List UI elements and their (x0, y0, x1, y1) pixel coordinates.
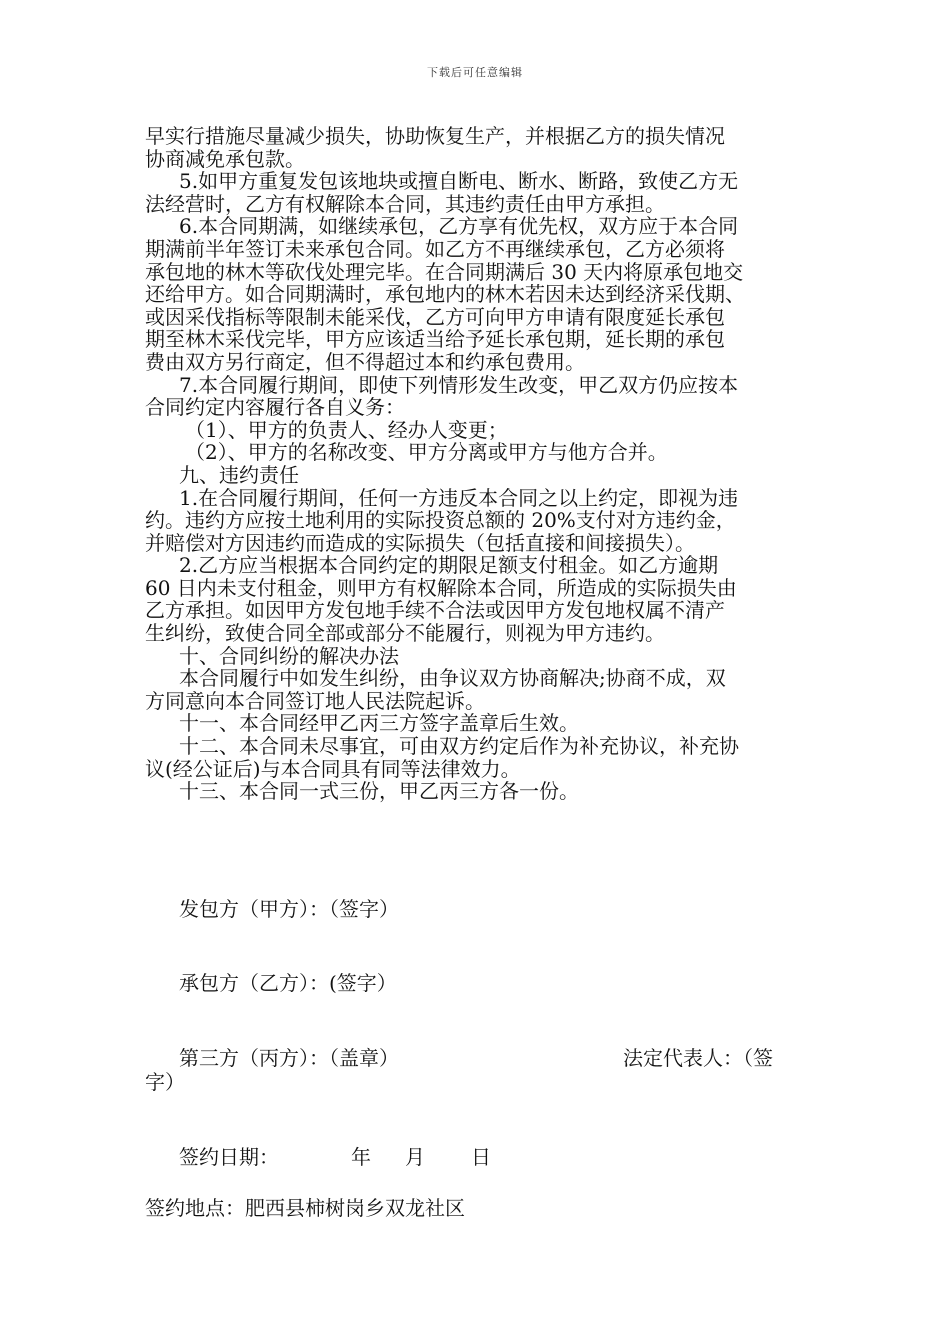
day-label: 日 (471, 1145, 491, 1169)
party-c-label: 第三方（丙方）：（盖章） (179, 1046, 399, 1070)
month-label: 月 (405, 1145, 425, 1169)
signing-date (145, 1145, 815, 1169)
contract-line: 承包地的林木等砍伐处理完毕。在合同期满后 30 天内将原承包地交 (145, 259, 744, 284)
contract-line: 早实行措施尽量减少损失，协助恢复生产，并根据乙方的损失情况 (145, 124, 725, 148)
party-a-signature (145, 897, 815, 921)
contract-line: 期满前半年签订未来承包合同。如乙方不再继续承包，乙方必须将 (145, 236, 725, 261)
legal-representative-continued: 字） (145, 1070, 185, 1094)
year-label: 年 (351, 1145, 371, 1169)
contract-line: 本合同履行中如发生纠纷，由争议双方协商解决;协商不成，双 (179, 666, 726, 691)
contract-line: 约。违约方应按土地利用的实际投资总额的 20%支付对方违约金， (145, 508, 736, 533)
contract-line: 或因采伐指标等限制未能采伐，乙方可向甲方申请有限度延长承包 (145, 304, 725, 329)
page-header: 下载后可任意编辑 (427, 66, 523, 79)
contract-line: 协商减免承包款。 (145, 146, 305, 171)
party-c-signature (145, 1046, 815, 1096)
contract-line: 7.本合同履行期间，即使下列情形发生改变，甲乙双方仍应按本 (179, 372, 739, 397)
contract-line: 期至林木采伐完毕，甲方应该适当给予延长承包期，延长期的承包 (145, 327, 725, 352)
party-a-label: 发包方（甲方）：（签字） (179, 897, 399, 921)
contract-line: （2）、甲方的名称改变、甲方分离或甲方与他方合并。 (185, 440, 668, 465)
signing-place: 签约地点：肥西县柿树岗乡双龙社区 (145, 1196, 465, 1220)
party-b-label: 承包方（乙方）：(签字） (179, 971, 397, 995)
contract-line: （1）、甲方的负责人、经办人变更； (185, 417, 508, 442)
contract-line: 方同意向本合同签订地人民法院起诉。 (145, 688, 485, 713)
signing-date-label: 签约日期： (179, 1145, 279, 1169)
contract-body (145, 125, 815, 803)
contract-line: 九、违约责任 (179, 462, 299, 487)
contract-line: 还给甲方。如合同期满时，承包地内的林木若因未达到经济采伐期、 (145, 282, 745, 307)
contract-line: 费由双方另行商定，但不得超过本和约承包费用。 (145, 349, 585, 374)
contract-line: 议(经公证后)与本合同具有同等法律效力。 (145, 756, 521, 781)
contract-line: 乙方承担。如因甲方发包地手续不合法或因甲方发包地权属不清产 (145, 598, 725, 623)
contract-line: 十三、本合同一式三份，甲乙丙三方各一份。 (179, 779, 579, 804)
contract-line: 2.乙方应当根据本合同约定的期限足额支付租金。如乙方逾期 (179, 553, 719, 578)
contract-line: 法经营时，乙方有权解除本合同，其违约责任由甲方承担。 (145, 191, 665, 216)
contract-line: 5.如甲方重复发包该地块或擅自断电、断水、断路，致使乙方无 (179, 169, 739, 194)
contract-line: 6.本合同期满，如继续承包，乙方享有优先权，双方应于本合同 (179, 214, 739, 239)
contract-line: 十、合同纠纷的解决办法 (179, 643, 399, 668)
legal-representative-label: 法定代表人：（签 (623, 1046, 773, 1070)
contract-line: 十二、本合同未尽事宜，可由双方约定后作为补充协议，补充协 (179, 734, 739, 759)
contract-line: 1.在合同履行期间，任何一方违反本合同之以上约定，即视为违 (179, 485, 739, 510)
contract-line: 合同约定内容履行各自义务： (145, 395, 405, 420)
party-b-signature (145, 971, 815, 995)
contract-line: 生纠纷，致使合同全部或部分不能履行，则视为甲方违约。 (145, 621, 665, 646)
contract-line: 十一、本合同经甲乙丙三方签字盖章后生效。 (179, 711, 579, 736)
contract-line: 并赔偿对方因违约而造成的实际损失（包括直接和间接损失）。 (145, 530, 695, 555)
contract-line: 60 日内未支付租金，则甲方有权解除本合同，所造成的实际损失由 (145, 575, 737, 600)
